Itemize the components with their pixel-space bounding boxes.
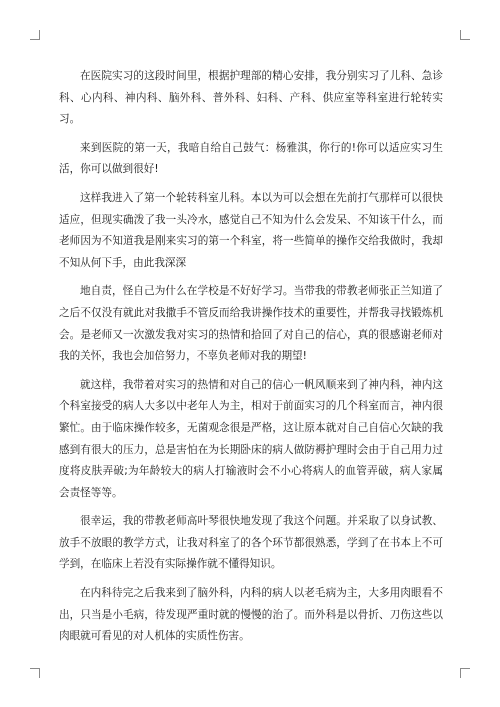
paragraph-teacher-help: 地自责，怪自己为什么在学校是不好好学习。当带我的带教老师张正兰知道了之后不仅没有就此对我撒手不管反而给我讲操作技术的重要性，并帮我寻找锻炼机会。是老师又一次激发我对实习的热情和拾回了对自己的信心，真的很感谢老师对我的关怀，我也会加倍努力，不辜负老师对我的期望! [59,285,443,363]
crop-mark-top-left [30,30,40,40]
crop-mark-bottom-left [30,668,40,678]
paragraph-neurosurgery: 在内科待完之后我来到了脑外科，内科的病人以老毛病为主，大多用肉眼看不出，只当是小毛病，待发现严重时就的慢慢的治了。而外科是以骨折、刀伤这些以肉眼就可看见的对人机体的实质性伤害。 [59,587,443,643]
crop-mark-bottom-right [460,668,470,678]
document-body [59,66,443,655]
crop-mark-top-right [460,30,470,40]
paragraph-teacher-method: 很幸运，我的带教老师高叶琴很快地发现了我这个问题。并采取了以身试教、放手不放眼的教学方式，让我对科室了的各个环节都很熟悉，学到了在书本上不可学到，在临床上若没有实际操作就不懂得知识。 [59,515,443,571]
paragraph-first-day: 来到医院的第一天，我暗自给自己鼓气：杨雅淇，你行的!你可以适应实习生活，你可以做到很好! [59,141,443,176]
paragraph-pediatrics: 这样我进入了第一个轮转科室儿科。本以为可以会想在先前打气那样可以很快适应，但现实确泼了我一头冷水，感觉自己不知为什么会发呆、不知该干什么，而老师因为不知道我是刚来实习的第一个科室，将一些简单的操作交给我做时，我却不知从何下手，由此我深深 [59,191,443,269]
paragraph-rotation-intro: 在医院实习的这段时间里，根据护理部的精心安排，我分别实习了儿科、急诊科、心内科、神内科、脑外科、普外科、妇科、产科、供应室等科室进行轮转实习。 [59,70,443,126]
paragraph-neurology: 就这样，我带着对实习的热情和对自己的信心一帆风顺来到了神内科，神内这个科室接受的病人大多以中老年人为主，相对于前面实习的几个科室而言，神内很繁忙。由于临床操作较多，无菌观念很是严格，这让原本就对自己自信心欠缺的我感到有很大的压力，总是害怕在为长期卧床的病人做防褥护理时会由于自己用力过度将皮肤弄破;为年龄较大的病人打输液时会不小心将病人的血管弄破，病人家属会责怪等等。 [59,378,443,499]
